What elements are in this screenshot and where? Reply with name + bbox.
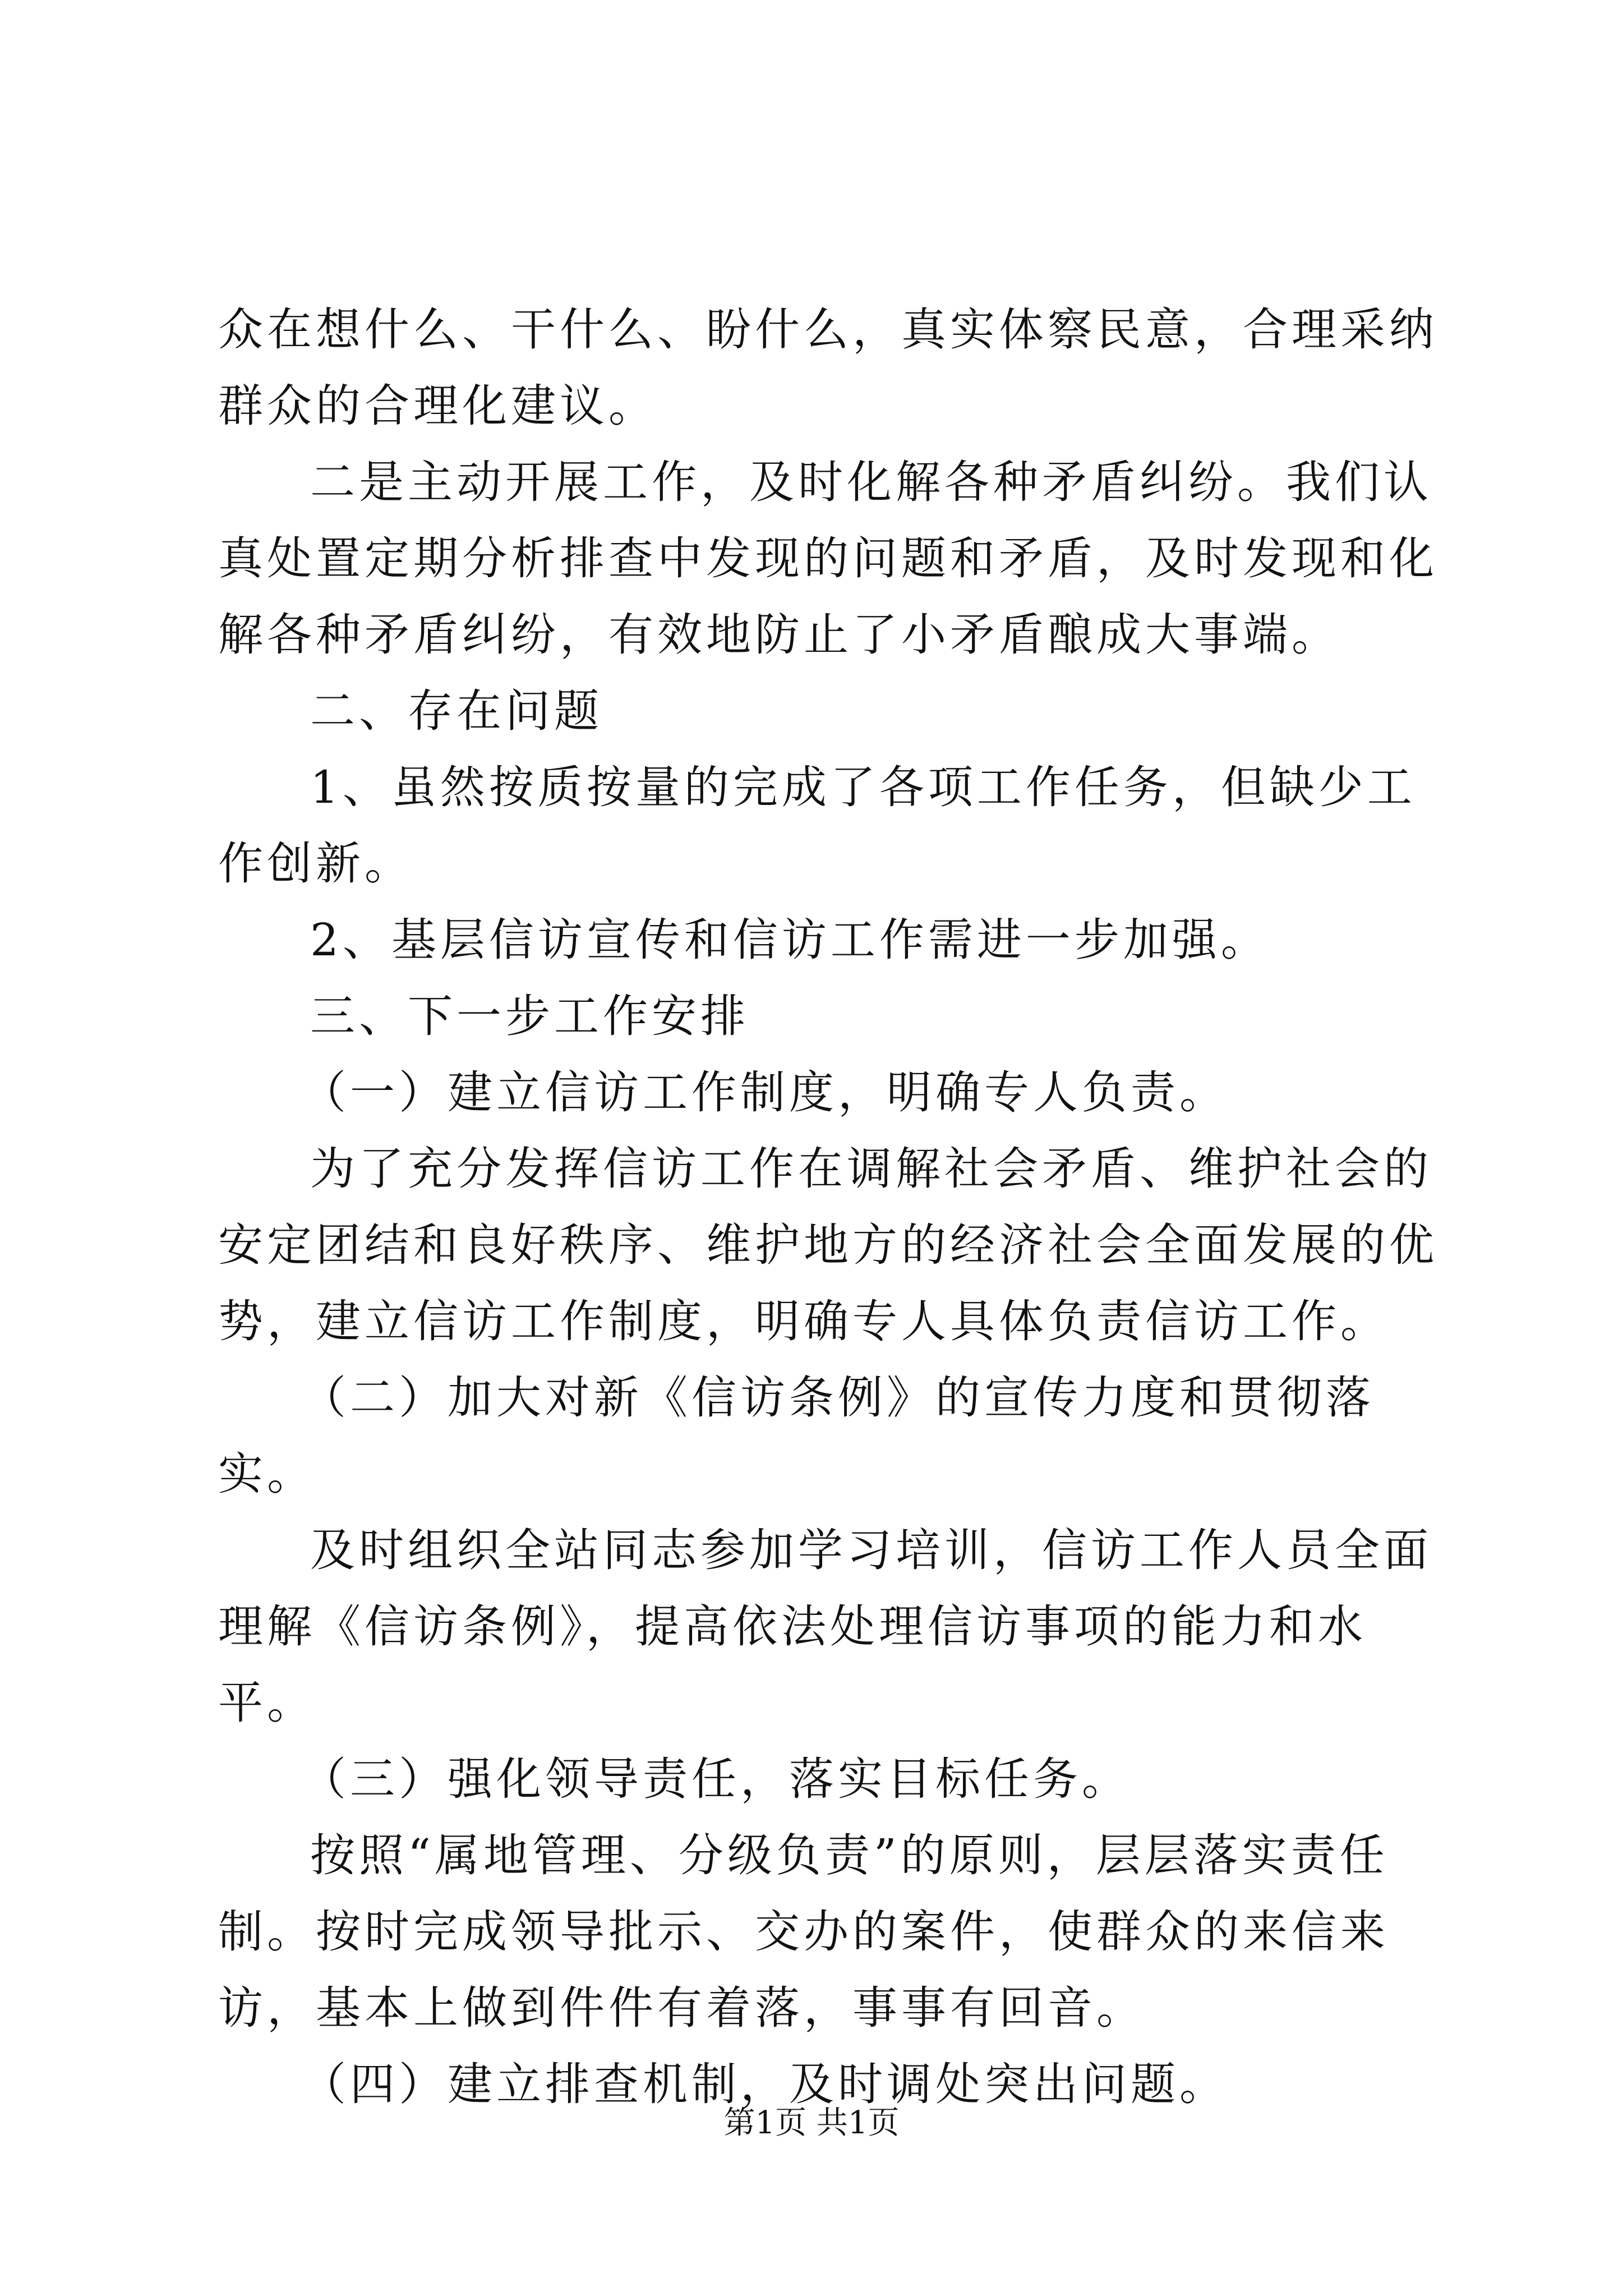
- document-body: [218, 292, 1441, 2123]
- paragraph-subheading-3: 按照“属地管理、分级负责”的原则，层层落实责任制。按时完成领导批示、交办的案件，使群众的来信来访，基本上做到件件有着落，事事有回音。: [218, 1829, 1389, 2034]
- subheading-3: （三）强化领导责任，落实目标任务。: [301, 1753, 1131, 1805]
- subheading-4: （四）建立排查机制，及时调处突出问题。: [301, 2058, 1228, 2110]
- paragraph-active-work: 二是主动开展工作，及时化解各种矛盾纠纷。我们认真处置定期分析排查中发现的问题和矛盾，及时发现和化解各种矛盾纠纷，有效地防止了小矛盾酿成大事端。: [218, 456, 1438, 661]
- paragraph-subheading-2: 及时组织全站同志参加学习培训，信访工作人员全面理解《信访条例》，提高依法处理信访事项的能力和水平。: [218, 1524, 1432, 1729]
- heading-existing-problems: 二、存在问题: [310, 685, 603, 737]
- subheading-2: （二）加大对新《信访条例》的宣传力度和贯彻落实。: [218, 1372, 1375, 1500]
- problem-item-1: 1、虽然按质按量的完成了各项工作任务，但缺少工作创新。: [218, 761, 1416, 890]
- subheading-1: （一）建立信访工作制度，明确专人负责。: [301, 1066, 1228, 1119]
- problem-item-2: 2、基层信访宣传和信访工作需进一步加强。: [310, 914, 1270, 966]
- paragraph-subheading-1: 为了充分发挥信访工作在调解社会矛盾、维护社会的安定团结和良好秩序、维护地方的经济社会全面发展的优势，建立信访工作制度，明确专人具体负责信访工作。: [218, 1143, 1438, 1347]
- page-footer: 第1页 共1页: [723, 2105, 900, 2141]
- heading-next-steps: 三、下一步工作安排: [310, 990, 749, 1042]
- paragraph-continuation: 众在想什么、干什么、盼什么，真实体察民意，合理采纳群众的合理化建议。: [218, 303, 1438, 432]
